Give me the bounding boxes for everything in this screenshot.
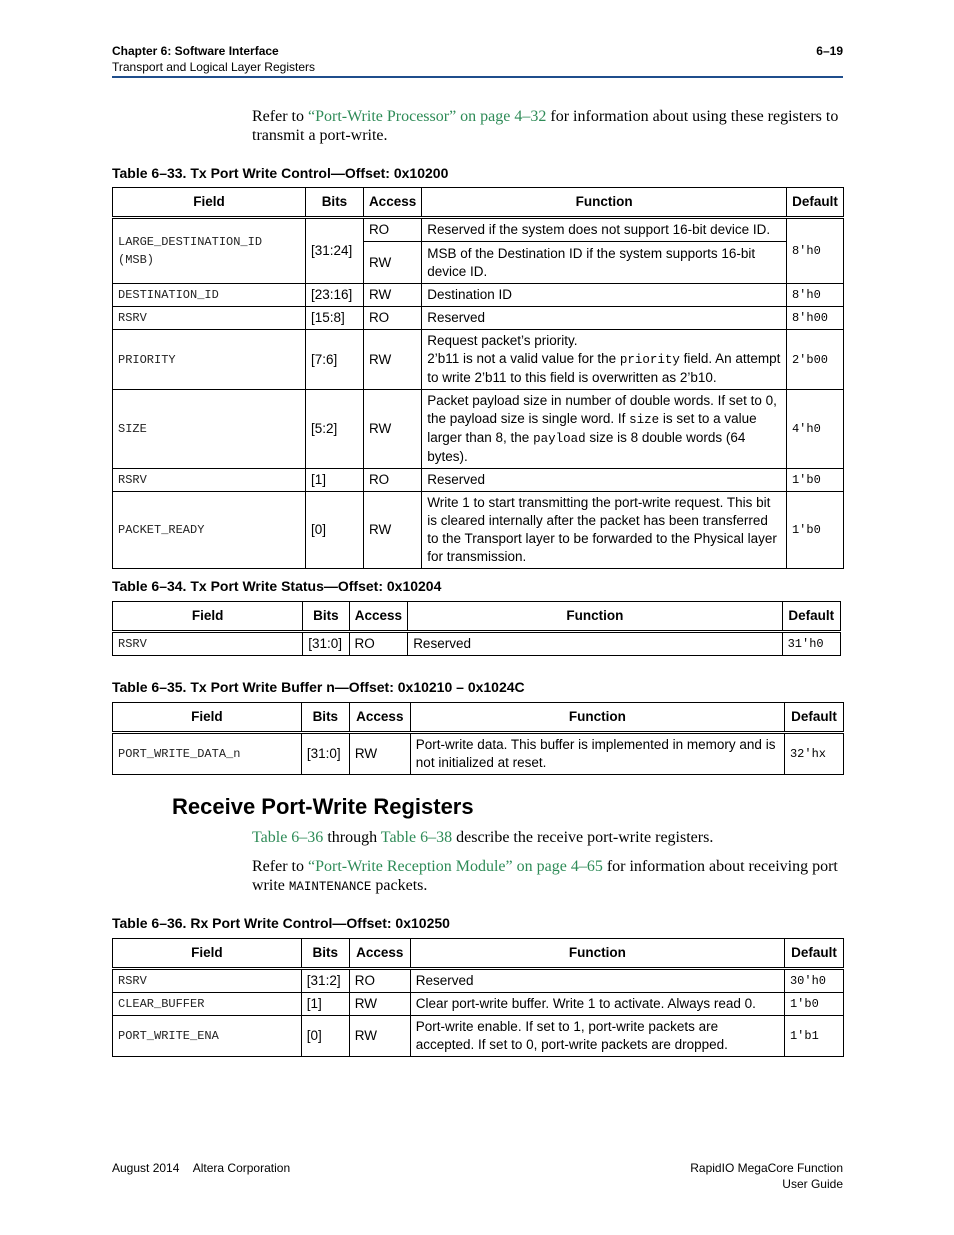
col-default: Default — [784, 939, 843, 969]
default-cell: 1'b0 — [786, 492, 843, 569]
function-cell: Reserved — [422, 307, 787, 330]
col-default: Default — [784, 703, 843, 733]
table-row — [113, 1016, 844, 1057]
default-cell: 1'b0 — [786, 469, 843, 492]
field-cell: DESTINATION_ID — [113, 284, 306, 307]
col-field: Field — [113, 602, 303, 632]
default-cell: 8'h0 — [786, 218, 843, 284]
col-access: Access — [349, 939, 410, 969]
col-function: Function — [410, 703, 784, 733]
bits-cell: [0] — [301, 1016, 349, 1057]
bits-cell: [31:24] — [305, 218, 363, 284]
col-default: Default — [782, 602, 840, 632]
col-access: Access — [349, 703, 410, 733]
table-row — [113, 733, 844, 775]
section-heading: Receive Port-Write Registers — [172, 794, 474, 819]
table-6-33 — [112, 187, 844, 569]
default-cell: 4'h0 — [786, 390, 843, 469]
default-cell: 30'h0 — [784, 969, 843, 993]
table-row — [113, 330, 844, 390]
chapter-title: Chapter 6: Software Interface — [112, 44, 279, 58]
table-row — [113, 632, 841, 656]
field-cell: RSRV — [113, 969, 302, 993]
default-cell: 8'h00 — [786, 307, 843, 330]
page-number: 6–19 — [816, 44, 843, 58]
field-cell: RSRV — [113, 632, 303, 656]
field-cell: RSRV — [113, 469, 306, 492]
table-row — [113, 307, 844, 330]
col-access: Access — [349, 602, 408, 632]
col-access: Access — [363, 188, 421, 218]
default-cell: 1'b1 — [784, 1016, 843, 1057]
field-cell: CLEAR_BUFFER — [113, 993, 302, 1016]
table-6-34-caption: Table 6–34. Tx Port Write Status—Offset: 0x10204 — [112, 578, 442, 594]
section-paragraph-2: Refer to “Port-Write Reception Module” on page 4–65 for information about receiving port write MAINTENANCE packets. — [252, 858, 838, 894]
col-function: Function — [410, 939, 784, 969]
field-cell: LARGE_DESTINATION_ID (MSB) — [113, 218, 306, 284]
page-header — [112, 43, 843, 75]
function-cell: Reserved — [408, 632, 782, 656]
field-cell: PACKET_READY — [113, 492, 306, 569]
port-write-processor-link[interactable]: “Port-Write Processor” on page 4–32 — [307, 108, 547, 125]
header-rule — [112, 76, 843, 78]
bits-cell: [1] — [301, 993, 349, 1016]
table-row — [113, 969, 844, 993]
footer-product: RapidIO MegaCore Function — [690, 1161, 843, 1175]
bits-cell: [23:16] — [305, 284, 363, 307]
field-cell: PRIORITY — [113, 330, 306, 390]
access-cell: RO — [363, 218, 421, 242]
field-cell: RSRV — [113, 307, 306, 330]
port-write-reception-link[interactable]: “Port-Write Reception Module” on page 4–65 — [307, 858, 603, 875]
access-cell: RW — [349, 993, 410, 1016]
access-cell: RO — [349, 969, 410, 993]
section-subtitle: Transport and Logical Layer Registers — [112, 60, 315, 74]
bits-cell: [31:2] — [301, 969, 349, 993]
footer-date: August 2014 — [112, 1161, 180, 1175]
section-paragraph-1: Table 6–36 through Table 6–38 describe the receive port-write registers. — [252, 829, 714, 846]
table-header-row — [113, 703, 844, 733]
default-cell: 2'b00 — [786, 330, 843, 390]
field-cell: SIZE — [113, 390, 306, 469]
bits-cell: [7:6] — [305, 330, 363, 390]
table-6-35-caption: Table 6–35. Tx Port Write Buffer n—Offset: 0x10210 – 0x1024C — [112, 679, 525, 695]
access-cell: RW — [349, 733, 410, 775]
col-function: Function — [422, 188, 787, 218]
table-header-row — [113, 188, 844, 218]
col-field: Field — [113, 188, 306, 218]
footer-guide: User Guide — [782, 1177, 843, 1191]
function-cell: Reserved — [422, 469, 787, 492]
function-cell: Reserved if the system does not support 16-bit device ID. — [422, 218, 787, 242]
bits-cell: [0] — [305, 492, 363, 569]
function-cell: MSB of the Destination ID if the system supports 16-bit device ID. — [422, 242, 787, 284]
bits-cell: [1] — [305, 469, 363, 492]
table-6-36-link[interactable]: Table 6–36 — [252, 829, 324, 846]
field-cell: PORT_WRITE_DATA_n — [113, 733, 302, 775]
footer-company: Altera Corporation — [192, 1161, 291, 1175]
access-cell: RW — [363, 284, 421, 307]
col-bits: Bits — [301, 703, 349, 733]
access-cell: RW — [363, 492, 421, 569]
table-row — [113, 390, 844, 469]
access-cell: RO — [349, 632, 408, 656]
table-row — [113, 993, 844, 1016]
table-6-36-caption: Table 6–36. Rx Port Write Control—Offset: 0x10250 — [112, 915, 450, 931]
function-cell: Write 1 to start transmitting the port-write request. This bit is cleared internally after the packet has been transferred to the Transport layer to be forwarded to the Physical layer for transmission. — [422, 492, 787, 569]
function-cell: Reserved — [410, 969, 784, 993]
col-field: Field — [113, 703, 302, 733]
default-cell: 31'h0 — [782, 632, 840, 656]
col-function: Function — [408, 602, 782, 632]
col-field: Field — [113, 939, 302, 969]
access-cell: RO — [363, 307, 421, 330]
col-bits: Bits — [305, 188, 363, 218]
function-cell: Clear port-write buffer. Write 1 to activate. Always read 0. — [410, 993, 784, 1016]
bits-cell: [5:2] — [305, 390, 363, 469]
table-row — [113, 218, 844, 242]
function-cell: Destination ID — [422, 284, 787, 307]
access-cell: RW — [349, 1016, 410, 1057]
page-footer — [112, 1160, 843, 1191]
function-cell: Port-write enable. If set to 1, port-write packets are accepted. If set to 0, port-write packets are dropped. — [410, 1016, 784, 1057]
access-cell: RW — [363, 242, 421, 284]
col-default: Default — [786, 188, 843, 218]
table-header-row — [113, 939, 844, 969]
function-cell: Request packet’s priority. 2’b11 is not a valid value for the priority field. An attempt to write 2’b11 to this field is overwritten as 2’b10. — [422, 330, 787, 390]
col-bits: Bits — [303, 602, 349, 632]
default-cell: 32'hx — [784, 733, 843, 775]
access-cell: RW — [363, 330, 421, 390]
table-row — [113, 284, 844, 307]
table-6-38-link[interactable]: Table 6–38 — [380, 829, 453, 846]
table-6-36 — [112, 938, 844, 1057]
default-cell: 8'h0 — [786, 284, 843, 307]
table-6-35 — [112, 702, 844, 775]
function-cell: Port-write data. This buffer is implemented in memory and is not initialized at reset. — [410, 733, 784, 775]
table-6-33-caption: Table 6–33. Tx Port Write Control—Offset: 0x10200 — [112, 165, 449, 181]
field-cell: PORT_WRITE_ENA — [113, 1016, 302, 1057]
bits-cell: [15:8] — [305, 307, 363, 330]
table-header-row — [113, 602, 841, 632]
table-row — [113, 469, 844, 492]
table-row — [113, 492, 844, 569]
bits-cell: [31:0] — [303, 632, 349, 656]
function-cell: Packet payload size in number of double words. If set to 0, the payload size is single word. If size is set to a value larger than 8, the payload size is 8 double words (64 bytes). — [422, 390, 787, 469]
col-bits: Bits — [301, 939, 349, 969]
default-cell: 1'b0 — [784, 993, 843, 1016]
bits-cell: [31:0] — [301, 733, 349, 775]
intro-paragraph: Refer to “Port-Write Processor” on page 4–32 for information about using these registers to transmit a port-write. — [252, 108, 839, 144]
table-6-34 — [112, 601, 841, 656]
access-cell: RW — [363, 390, 421, 469]
access-cell: RO — [363, 469, 421, 492]
